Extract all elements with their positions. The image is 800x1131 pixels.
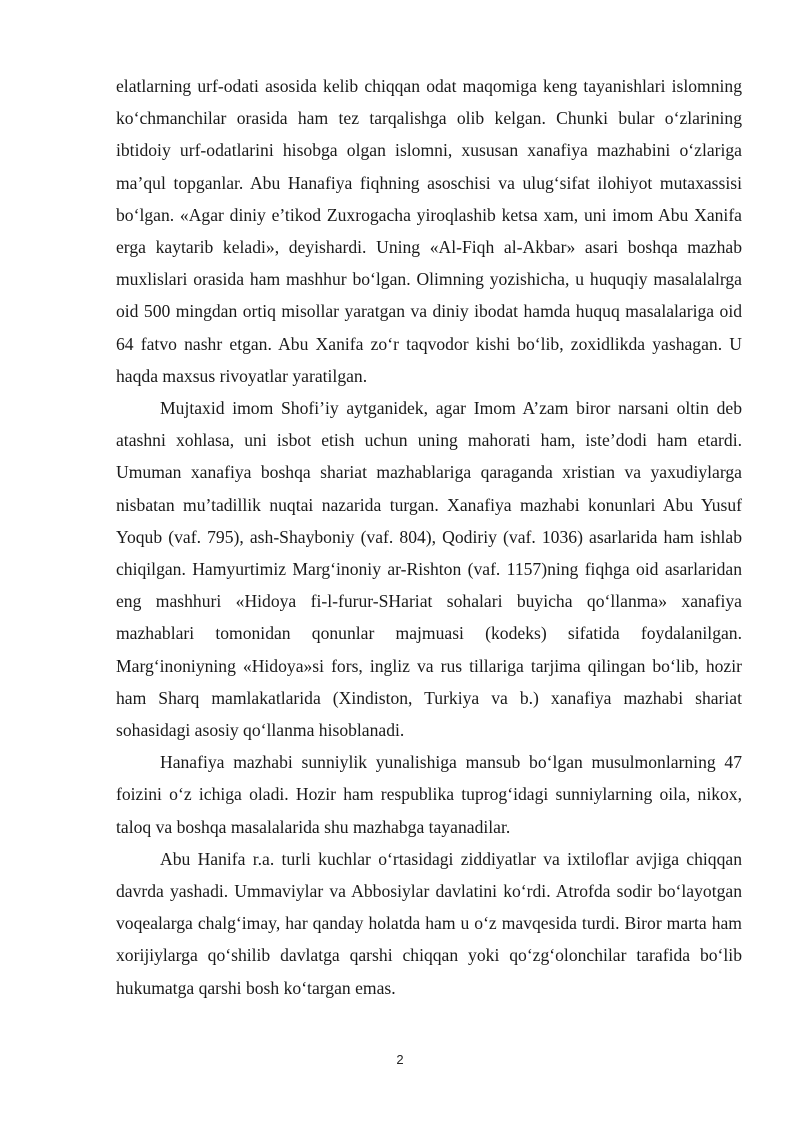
paragraph-2: Mujtaxid imom Shofi’iy aytganidek, agar Imom A’zam biror narsani oltin deb atashni xohlasa, uni isbot etish uchun uning mahorati ham, iste’dodi ham etardi. Umuman xanafiya boshqa shariat mazhablariga qaraganda xristian va yaxudiylarga nisbatan mu’tadillik nuqtai nazarida turgan. Xanafiya mazhabi konunlari Abu Yusuf Yoqub (vaf. 795), ash-Shayboniy (vaf. 804), Qodiriy (vaf. 1036) asarlarida ham ishlab chiqilgan. Hamyurtimiz Marg‘inoniy ar-Rishton (vaf. 1157)ning fiqhga oid asarlaridan eng mashhuri «Hidoya fi-l-furur-SHariat sohalari buyicha qo‘llanma» xanafiya mazhablari tomonidan qonunlar majmuasi (kodeks) sifatida foydalanilgan. Marg‘inoniyning «Hidoya»si fors, ingliz va rus tillariga tarjima qilingan bo‘lib, hozir ham Sharq mamlakatlarida (Xindiston, Turkiya va b.) xanafiya mazhabi shariat sohasidagi asosiy qo‘llanma hisoblanadi. [116,398,742,741]
paragraph-3: Hanafiya mazhabi sunniylik yunalishiga mansub bo‘lgan musulmonlarning 47 foizini o‘z ichiga oladi. Hozir ham respublika tuprog‘idagi sunniylarning oila, nikox, taloq va boshqa masalalarida shu mazhabga tayanadilar. [116,752,742,837]
document-body [116,70,742,1004]
paragraph-4: Abu Hanifa r.a. turli kuchlar o‘rtasidagi ziddiyatlar va ixtiloflar avjiga chiqqan davrda yashadi. Ummaviylar va Abbosiylar davlatini ko‘rdi. Atrofda sodir bo‘layotgan voqealarga chalg‘imay, har qanday holatda ham u o‘z mavqesida turdi. Biror marta ham xorijiylarga qo‘shilib davlatga qarshi chiqqan yoki qo‘zg‘olonchilar tarafida bo‘lib hukumatga qarshi bosh ko‘targan emas. [116,848,742,998]
page-number: 2 [396,1052,404,1067]
paragraph-1: elatlarning urf-odati asosida kelib chiqqan odat maqomiga keng tayanishlari islomning ko‘chmanchilar orasida ham tez tarqalishga olib kelgan. Chunki bular o‘zlarining ibtidoiy urf-odatlarini hisobga olgan islomni, xususan xanafiya mazhabini o‘zlariga ma’qul topganlar. Abu Hanafiya fiqhning asoschisi va ulug‘sifat ilohiyot mutaxassisi bo‘lgan. «Agar diniy e’tikod Zuxrogacha yiroqlashib ketsa xam, uni imom Abu Xanifa erga kaytarib keladi», deyishardi. Uning «Al-Fiqh al-Akbar» asari boshqa mazhab muxlislari orasida ham mashhur bo‘lgan. Olimning yozishicha, u huquqiy masalalalrga oid 500 mingdan ortiq misollar yaratgan va diniy ibodat hamda huquq masalalariga oid 64 fatvo nashr etgan. Abu Xanifa zo‘r taqvodor kishi bo‘lib, zoxidlikda yashagan. U haqda maxsus rivoyatlar yaratilgan. [116,76,742,386]
